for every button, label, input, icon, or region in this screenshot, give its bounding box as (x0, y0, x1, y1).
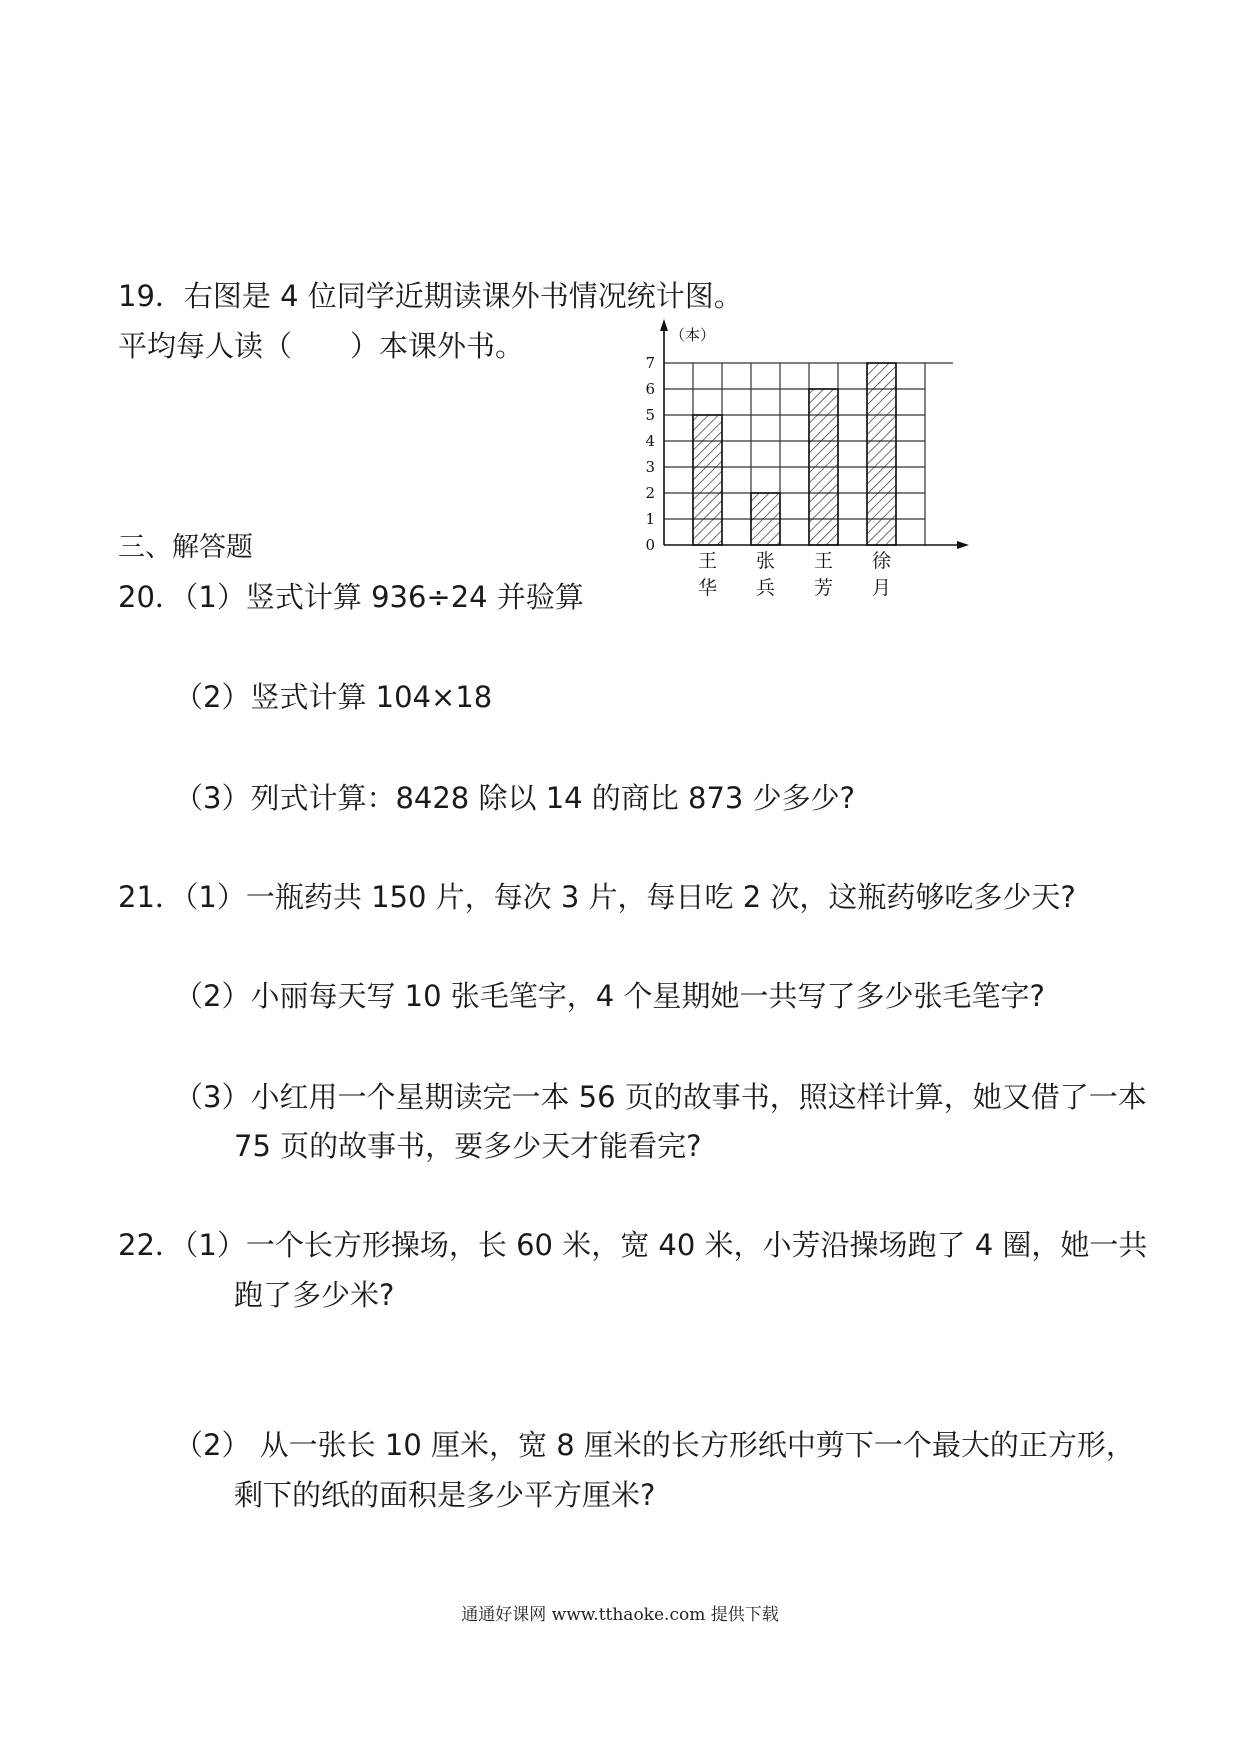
section-3-title: 三、解答题 (118, 532, 253, 563)
category-label-徐月: 徐 (871, 550, 892, 572)
y-axis-unit-label: （本） (670, 326, 716, 344)
bar-王芳 (809, 389, 838, 545)
y-tick-label: 0 (645, 536, 655, 554)
category-label-王芳: 芳 (813, 577, 834, 599)
question-22-part-1-line-1: 22．（1）一个长方形操场，长 60 米，宽 40 米，小芳沿操场跑了 4 圈，她一共 (118, 1228, 1148, 1262)
y-tick-label: 6 (645, 380, 655, 398)
category-label-徐月: 月 (871, 577, 892, 599)
y-tick-label: 7 (645, 354, 655, 372)
bar-徐月 (867, 363, 896, 545)
question-22-part-1-line-2: 跑了多少米? (234, 1278, 395, 1312)
category-label-王华: 王 (697, 550, 718, 572)
category-label-王华: 华 (697, 577, 718, 599)
chart-labels (645, 326, 891, 599)
question-19-line-2: 平均每人读（ ）本课外书。 (118, 329, 525, 363)
y-tick-label: 3 (645, 458, 655, 476)
question-20-part-2: （2）竖式计算 104×18 (174, 680, 493, 714)
y-tick-label: 2 (645, 484, 655, 502)
question-21-part-2: （2）小丽每天写 10 张毛笔字，4 个星期她一共写了多少张毛笔字? (174, 979, 1045, 1013)
y-axis-arrow (660, 319, 668, 331)
question-19-line-1: 19．右图是 4 位同学近期读课外书情况统计图。 (118, 279, 743, 313)
bar-张兵 (751, 493, 780, 545)
footer-text: 通通好课网 www.tthaoke.com 提供下载 (461, 1605, 779, 1625)
question-21-part-1: 21．（1）一瓶药共 150 片，每次 3 片，每日吃 2 次，这瓶药够吃多少天? (118, 880, 1076, 914)
x-axis-arrow (957, 541, 969, 549)
question-21-part-3-line-1: （3）小红用一个星期读完一本 56 页的故事书，照这样计算，她又借了一本 (174, 1080, 1147, 1114)
category-label-王芳: 王 (813, 550, 834, 572)
question-20-part-3: （3）列式计算：8428 除以 14 的商比 873 少多少? (174, 781, 855, 815)
reading-bar-chart (620, 315, 980, 615)
question-21-part-3-line-2: 75 页的故事书，要多少天才能看完? (234, 1129, 702, 1163)
bar-王华 (693, 415, 722, 545)
question-22-part-2-line-2: 剩下的纸的面积是多少平方厘米? (234, 1478, 656, 1512)
y-tick-label: 1 (645, 510, 655, 528)
question-20-part-1: 20．（1）竖式计算 936÷24 并验算 (118, 580, 584, 614)
y-tick-label: 5 (645, 406, 655, 424)
chart-bars (693, 363, 896, 545)
y-tick-label: 4 (645, 432, 655, 450)
category-label-张兵: 兵 (755, 577, 776, 599)
category-label-张兵: 张 (755, 550, 776, 572)
question-22-part-2-line-1: （2） 从一张长 10 厘米，宽 8 厘米的长方形纸中剪下一个最大的正方形， (174, 1428, 1135, 1462)
